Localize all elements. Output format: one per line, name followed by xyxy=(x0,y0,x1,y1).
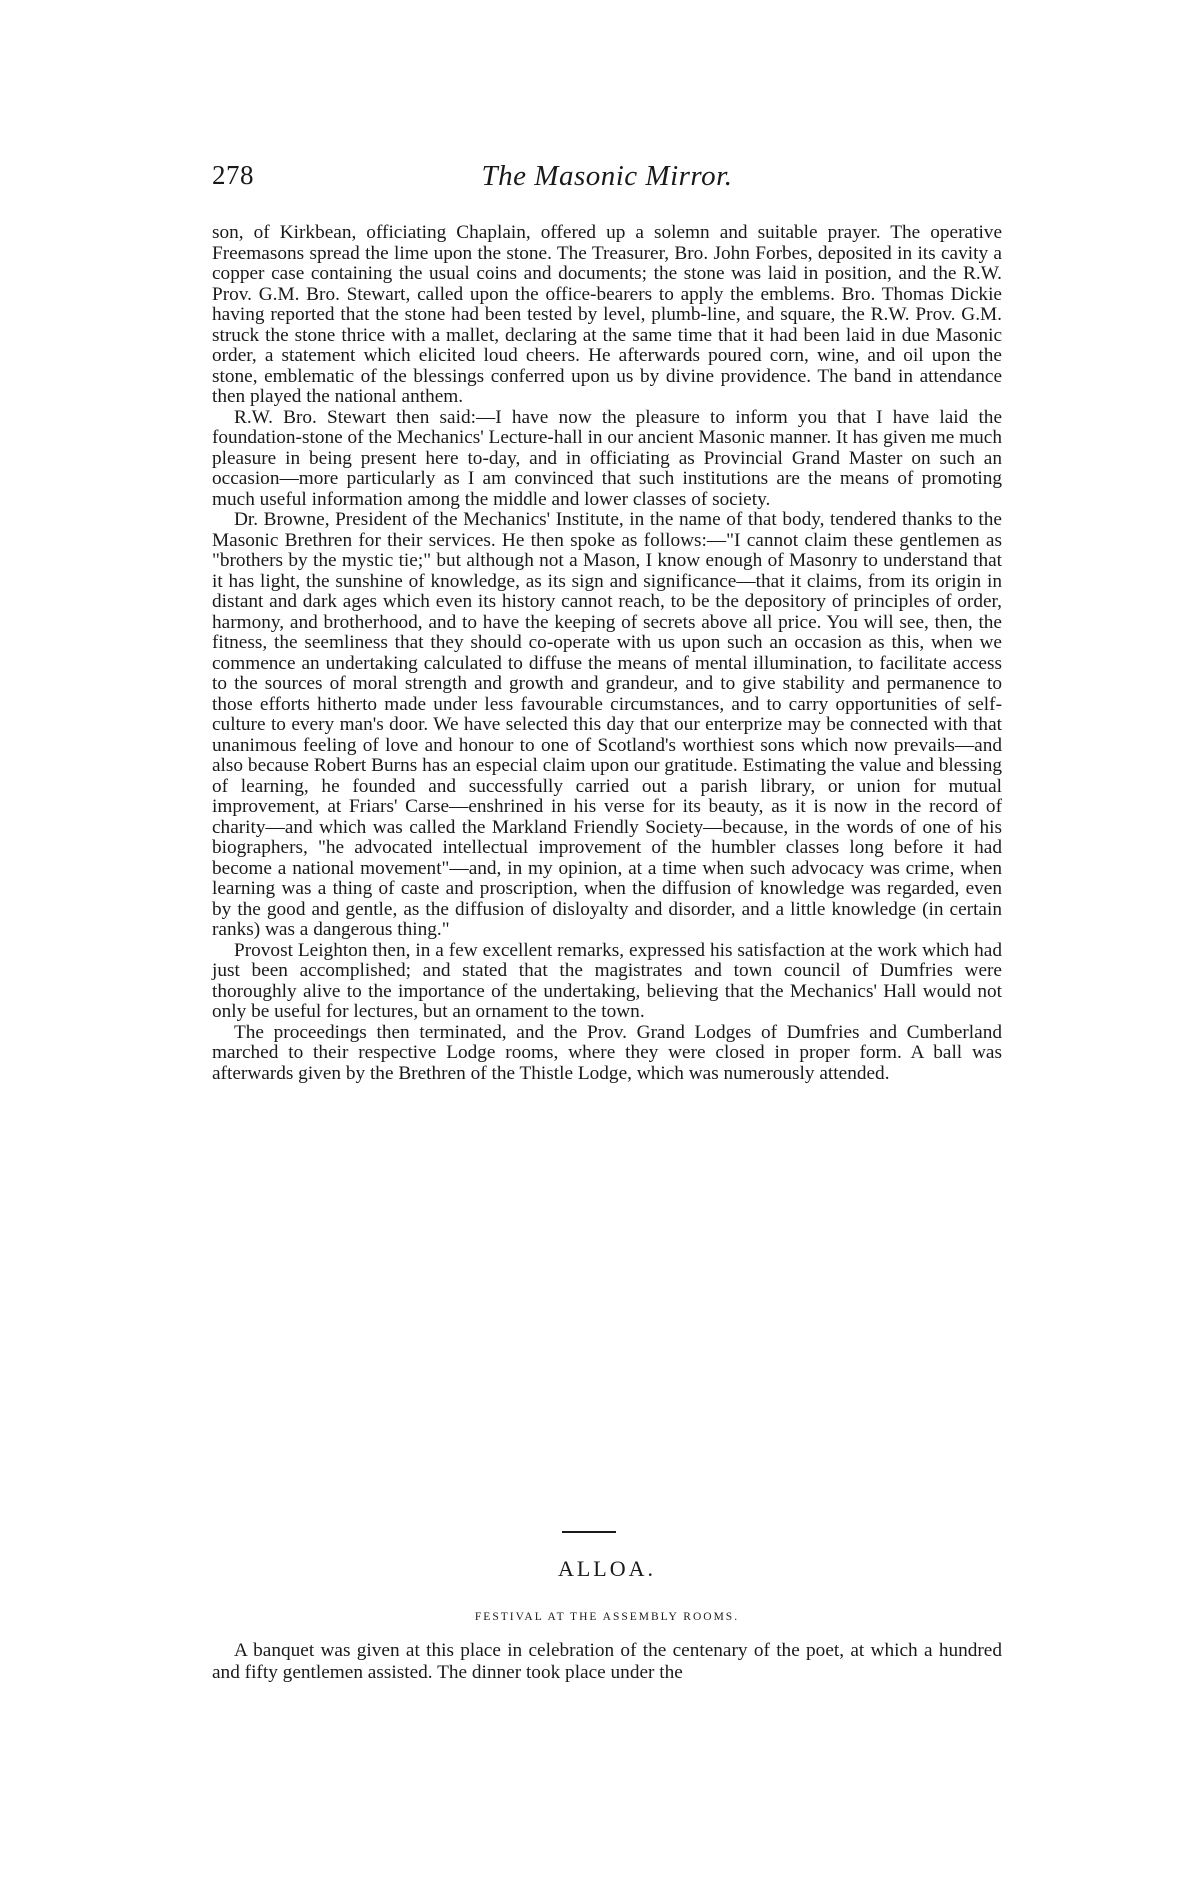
article-paragraph: The proceedings then terminated, and the Prov. Grand Lodges of Dumfries and Cumberland marched to their respective Lodge rooms, where they were closed in proper form. A ball was afterwards given by the Brethren of the Thistle Lodge, which was numerously attended. xyxy=(212,1021,1002,1084)
section-divider xyxy=(562,1531,616,1533)
article-paragraph: son, of Kirkbean, officiating Chaplain, offered up a solemn and suitable prayer. The operative Freemasons spread the lime upon the stone. The Treasurer, Bro. John Forbes, deposited in its cavity a copper case containing the usual coins and documents; the stone was laid in position, and the R.W. Prov. G.M. Bro. Stewart, called upon the office-bearers to apply the emblems. Bro. Thomas Dickie having reported that the stone had been tested by level, plumb-line, and square, the R.W. Prov. G.M. struck the stone thrice with a mallet, declaring at the same time that it had been laid in due Masonic order, a statement which elicited loud cheers. He afterwards poured corn, wine, and oil upon the stone, emblematic of the blessings conferred upon us by divine providence. The band in attendance then played the national anthem. xyxy=(212,222,1002,407)
article-paragraph: Provost Leighton then, in a few excellent remarks, expressed his satisfaction at the work which had just been accomplished; and stated that the magistrates and town council of Dumfries were thoroughly alive to the importance of the undertaking, believing that the Mechanics' Hall would not only be useful for lectures, but an ornament to the town. xyxy=(212,939,1002,1022)
journal-title: The Masonic Mirror. xyxy=(481,160,733,192)
article-paragraph: Dr. Browne, President of the Mechanics' Institute, in the name of that body, tendered thanks to the Masonic Brethren for their services. He then spoke as follows:—"I cannot claim these gentlemen as "brothers by the mystic tie;" but although not a Mason, I know enough of Masonry to understand that it has light, the sunshine of knowledge, as its sign and significance—that it claims, from its origin in distant and dark ages which even its history cannot reach, to be the depository of principles of order, harmony, and brotherhood, and to have the keeping of secrets above all price. You will see, then, the fitness, the seemliness that they should co-operate with us upon such an occasion as this, when we commence an undertaking calculated to diffuse the means of mental illumination, to facilitate access to the sources of moral strength and growth and grandeur, and to give stability and permanence to those efforts hitherto made under less favourable circumstances, and to carry opportunities of self-culture to every man's door. We have selected this day that our enterprize may be connected with that unanimous feeling of love and honour to one of Scotland's worthiest sons which now prevails—and also because Robert Burns has an especial claim upon our gratitude. Estimating the value and blessing of learning, he founded and successfully carried out a parish library, or union for mutual improvement, at Friars' Carse—enshrined in his verse for its beauty, as it is now in the record of charity—and which was called the Markland Friendly Society—because, in the words of one of his biographers, "he advocated intellectual improvement of the humbler classes long before it had become a national movement"—and, in my opinion, at a time when such advocacy was crime, when learning was a thing of caste and proscription, when the diffusion of knowledge was regarded, even by the good and gentle, as the diffusion of disloyalty and disorder, and a little knowledge (in certain ranks) was a dangerous thing." xyxy=(212,509,1002,940)
running-head xyxy=(212,160,1002,200)
page-number: 278 xyxy=(212,160,254,190)
section-paragraph: A banquet was given at this place in celebration of the centenary of the poet, at which a hundred and fifty gentlemen assisted. The dinner took place under the xyxy=(212,1640,1002,1683)
article-body xyxy=(212,223,1002,1084)
section-heading: ALLOA. xyxy=(557,1556,657,1581)
section-body xyxy=(212,1640,1002,1684)
article-paragraph: R.W. Bro. Stewart then said:—I have now the pleasure to inform you that I have laid the foundation-stone of the Mechanics' Lecture-hall in our ancient Masonic manner. It has given me much pleasure in being present here to-day, and in officiating as Provincial Grand Master on such an occasion—more particularly as I am convinced that such institutions are the means of promoting much useful information among the middle and lower classes of society. xyxy=(212,406,1003,510)
section-subheading: FESTIVAL AT THE ASSEMBLY ROOMS. xyxy=(474,1611,740,1623)
